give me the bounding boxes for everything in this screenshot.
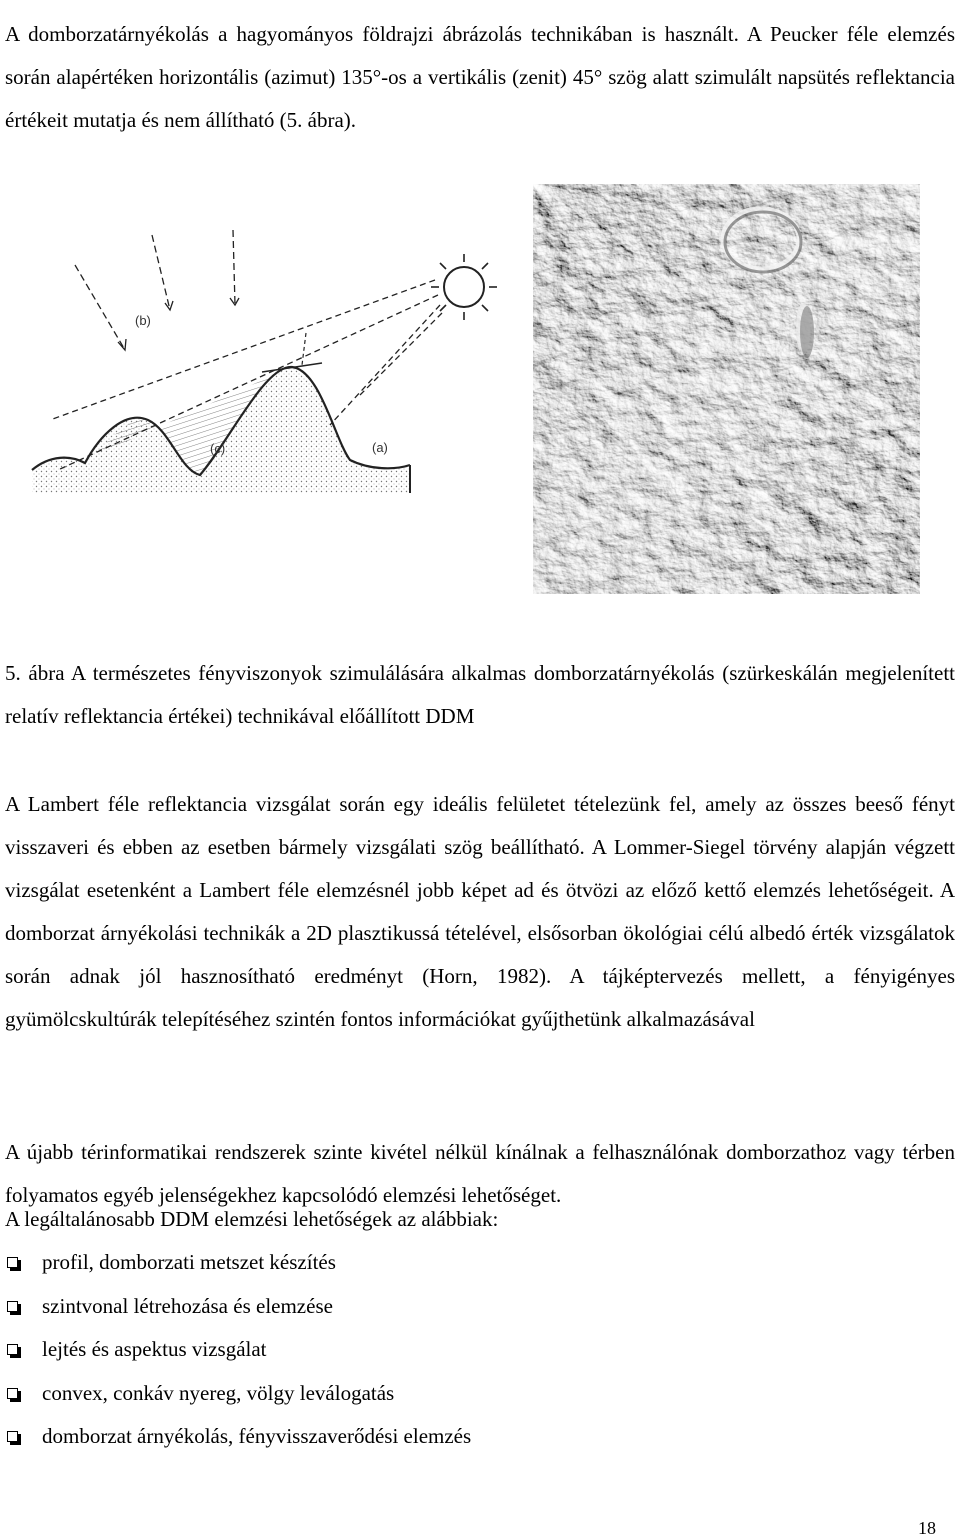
figure-caption: 5. ábra A természetes fényviszonyok szimulálására alkalmas domborzatárnyékolás (szürkeskálán megjelenített relatív reflektancia értékei) technikával előállított DDM	[5, 661, 955, 728]
intro-paragraph: A domborzatárnyékolás a hagyományos földrajzi ábrázolás technikában is használt. A Peucker féle elemzés során alapértéken horizontális (azimut) 135°-os a vertikális (zenit) 45° szög alatt szimulált napsütés reflektancia értékeit mutatja és nem állítható (5. ábra).	[5, 22, 955, 132]
list-title: A legáltalánosabb DDM elemzési lehetőségek az alábbiak:	[5, 1207, 499, 1231]
ddm-analysis-list	[5, 1241, 471, 1459]
label-c: (c)	[210, 441, 226, 456]
list-item: domborzat árnyékolás, fényvisszaverődési elemzés	[5, 1415, 471, 1459]
shaded-relief-dem-image	[533, 184, 920, 594]
checkbox-bullet-icon	[7, 1388, 18, 1399]
list-item: profil, domborzati metszet készítés	[5, 1241, 471, 1285]
label-a: (a)	[372, 440, 388, 455]
gis-paragraph: A újabb térinformatikai rendszerek szinte kivétel nélkül kínálnak a felhasználónak domborzathoz vagy térben folyamatos egyéb jelenségekhez kapcsolódó elemzési lehetőséget.	[5, 1140, 955, 1207]
list-item: szintvonal létrehozása és elemzése	[5, 1285, 471, 1329]
list-item: convex, conkáv nyereg, völgy leválogatás	[5, 1372, 471, 1416]
lambert-paragraph: A Lambert féle reflektancia vizsgálat során egy ideális felületet tételezünk fel, amely az összes beeső fényt visszaveri és ebben az esetben bármely vizsgálati szög beállítható. A Lommer-Siegel törvény alapján végzett vizsgálat esetenként a Lambert féle elemzésnél jobb képet ad és ötvözi az előző kettő elemzés lehetőségeit. A domborzat árnyékolási technikák a 2D plasztikussá tételével, elsősorban ökológiai célú albedó érték vizsgálatok során adnak jól hasznosítható eredményt (Horn, 1982). A tájképtervezés mellett, a fényigényes gyümölcskultúrák telepítéséhez szintén fontos információkat gyűjthetünk alkalmazásával	[5, 792, 955, 1031]
checkbox-bullet-icon	[7, 1257, 18, 1268]
label-b: (b)	[135, 313, 151, 328]
checkbox-bullet-icon	[7, 1431, 18, 1442]
checkbox-bullet-icon	[7, 1344, 18, 1355]
page-number: 18	[918, 1518, 936, 1538]
illumination-diagram-drawing	[30, 225, 500, 500]
list-item: lejtés és aspektus vizsgálat	[5, 1328, 471, 1372]
checkbox-bullet-icon	[7, 1301, 18, 1312]
